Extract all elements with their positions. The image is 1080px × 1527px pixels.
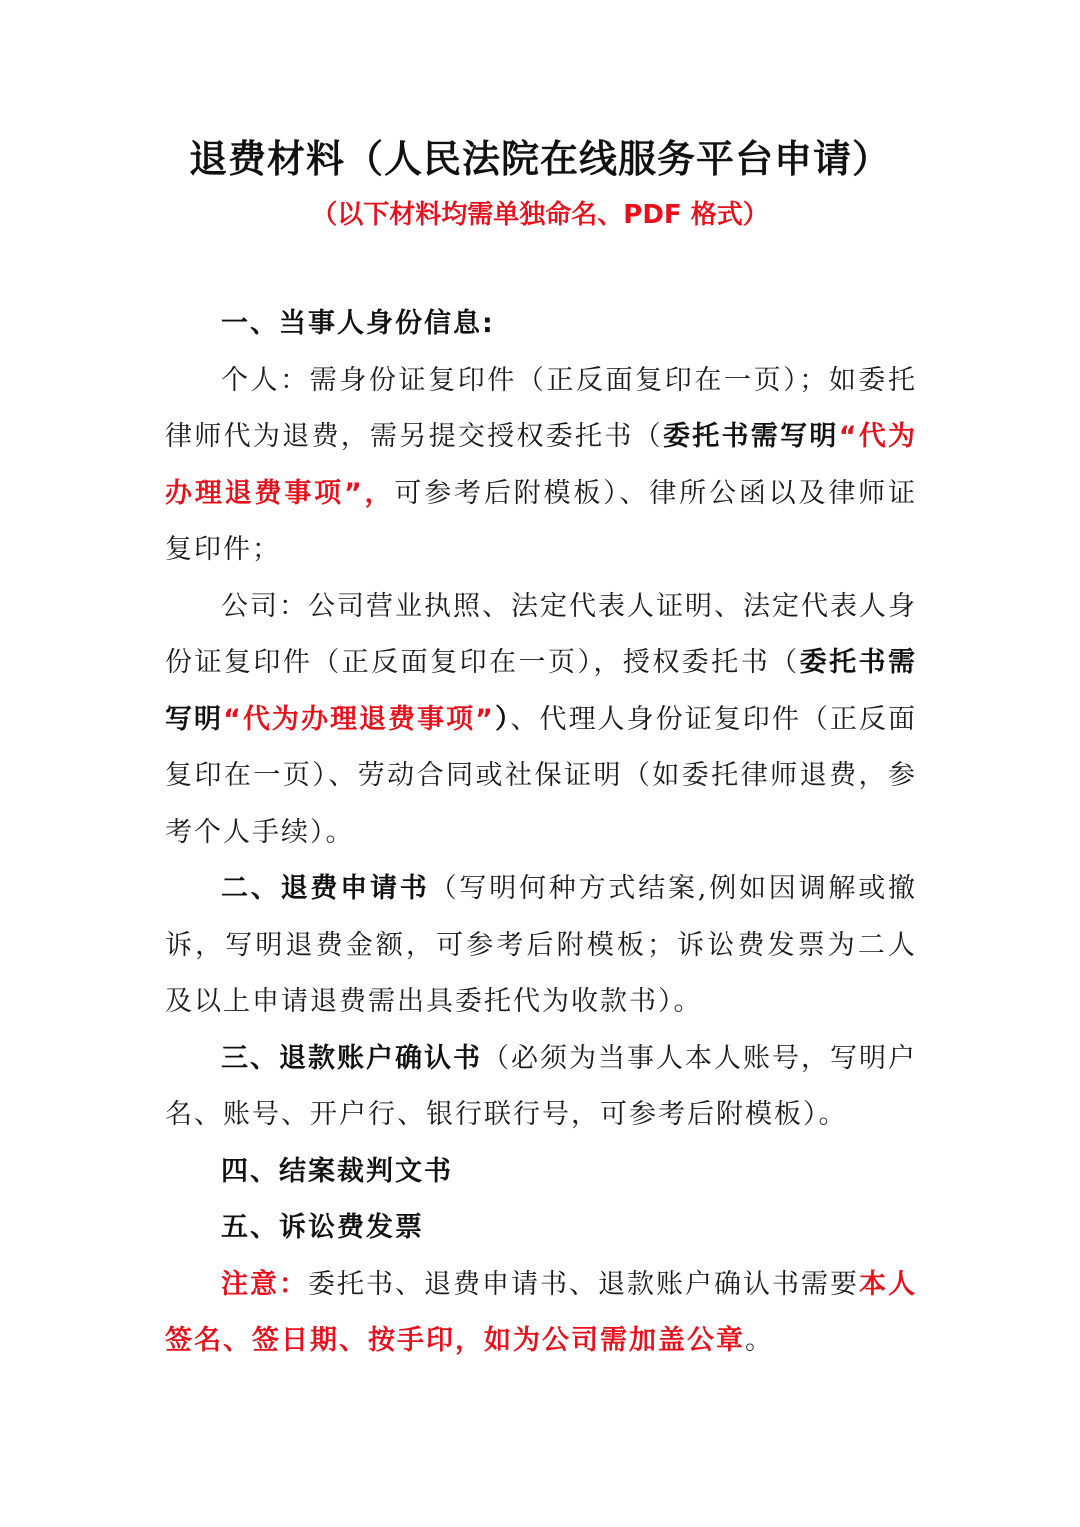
note-end: 。: [745, 1325, 774, 1356]
personal-red-text: “代为办理退费事项”，: [165, 421, 918, 509]
personal-bold-text: 委托书需写明: [662, 421, 839, 452]
document-body: [165, 296, 917, 1370]
personal-paragraph: [165, 353, 917, 579]
section-4-paragraph: [165, 1144, 917, 1201]
note-paragraph: [165, 1257, 917, 1370]
section-heading: 五、诉讼费发票: [221, 1212, 424, 1243]
company-bold-paren: ）: [494, 703, 511, 735]
section-2-paragraph: [165, 861, 917, 1031]
section-2-text: （写明何种方式结案,例如因调解或撤诉，写明退费金额，可参考后附模板；诉讼费发票为二人及以上申请退费需出具委托代为收款书）。: [165, 873, 917, 1017]
document-title: 退费材料（人民法院在线服务平台申请）: [188, 137, 891, 181]
section-heading: 二、退费申请书: [221, 873, 430, 904]
section-1-heading: [165, 296, 917, 353]
section-5-paragraph: [165, 1200, 917, 1257]
section-3-paragraph: [165, 1031, 917, 1144]
company-bold-text: 委托书需写明: [165, 647, 918, 735]
personal-text: 个人：需身份证复印件（正反面复印在一页）；如委托律师代为退费，需另提交授权委托书（: [165, 364, 917, 452]
note-label: 注意：: [221, 1268, 308, 1300]
note-red-text: 本人签名、签日期、按手印，如为公司需加盖公章: [165, 1268, 917, 1356]
personal-text-end: 可参考后附模板）、律所公函以及律师证复印件；: [165, 477, 917, 565]
section-heading: 三、退款账户确认书: [221, 1042, 482, 1074]
note-text: 委托书、退费申请书、退款账户确认书需要: [308, 1268, 859, 1300]
company-text: 公司：公司营业执照、法定代表人证明、法定代表人身份证复印件（正反面复印在一页），授权委托书（: [165, 590, 917, 678]
company-red-text: “代为办理退费事项”: [223, 703, 495, 735]
section-heading: 一、当事人身份信息:: [221, 308, 495, 339]
section-heading: 四、结案裁判文书: [221, 1155, 453, 1187]
company-paragraph: [165, 579, 917, 862]
section-3-text: （必须为当事人本人账号，写明户名、账号、开户行、银行联行号，可参考后附模板）。: [165, 1042, 917, 1130]
document-subtitle: （以下材料均需单独命名、PDF 格式）: [311, 200, 769, 230]
company-text-end: 、代理人身份证复印件（正反面复印在一页）、劳动合同或社保证明（如委托律师退费，参考个人手续）。: [165, 703, 917, 848]
